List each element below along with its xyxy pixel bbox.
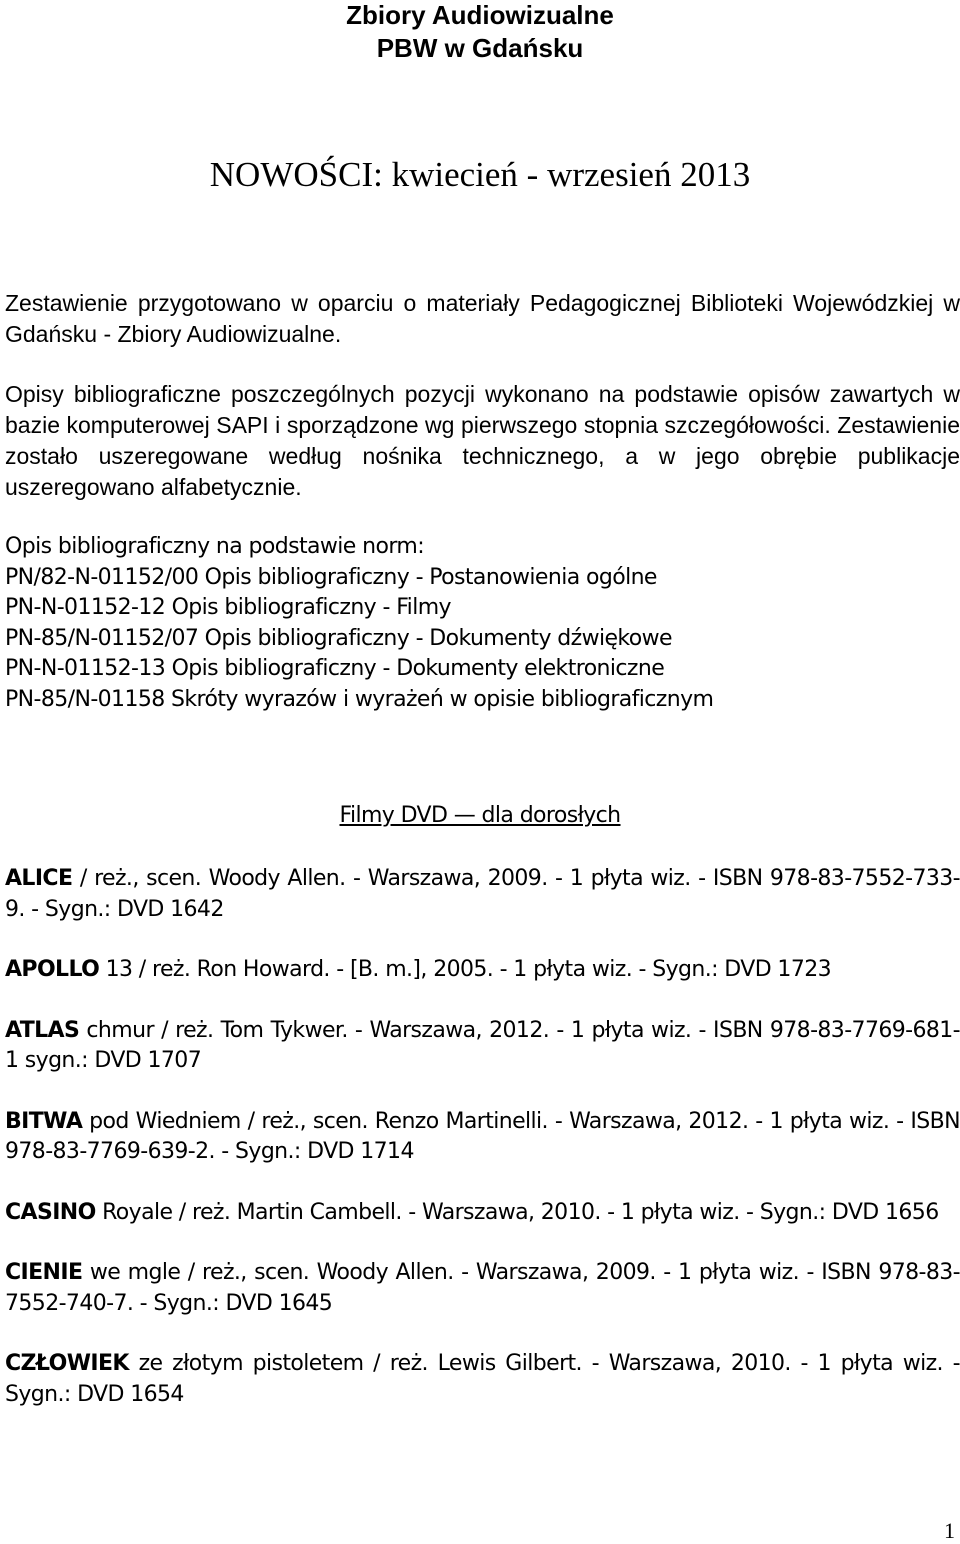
entry-details: ze złotym pistoletem / reż. Lewis Gilbert. - Warszawa, 2010. - 1 płyta wiz. - Sygn.: DVD 1654 — [5, 1351, 960, 1407]
entry-title: APOLLO — [5, 957, 100, 982]
list-item — [5, 1107, 960, 1168]
entry-details: chmur / reż. Tom Tykwer. - Warszawa, 2012. - 1 płyta wiz. - ISBN 978-83-7769-681-1 sygn.: DVD 1707 — [5, 1017, 960, 1073]
entry-title: ATLAS — [5, 1017, 80, 1043]
entry-title: CIENIE — [5, 1260, 83, 1285]
list-item — [5, 1349, 960, 1410]
intro-paragraph: Zestawienie przygotowano w oparciu o materiały Pedagogicznej Biblioteki Wojewódzkiej w Gdańsku - Zbiory Audiowizualne. — [5, 290, 960, 347]
header-line-1: Zbiory Audiowizualne — [346, 0, 614, 30]
entry-details: pod Wiedniem / reż., scen. Renzo Martinelli. - Warszawa, 2012. - 1 płyta wiz. - ISBN 978-83-7769-639-2. - Sygn.: DVD 1714 — [5, 1108, 960, 1164]
entry-details: we mgle / reż., scen. Woody Allen. - Warszawa, 2009. - 1 płyta wiz. - ISBN 978-83-7552-740-7. - Sygn.: DVD 1645 — [5, 1260, 960, 1316]
norm-item: PN/82-N-01152/00 Opis bibliograficzny - Postanowienia ogólne — [5, 564, 657, 590]
list-item — [5, 864, 960, 925]
page-title: NOWOŚCI: kwiecień - wrzesień 2013 — [209, 155, 751, 194]
section-title: Filmy DVD — dla dorosłych — [339, 803, 621, 828]
header-line-2: PBW w Gdańsku — [376, 33, 584, 63]
norm-item: PN-N-01152-13 Opis bibliograficzny - Dokumenty elektroniczne — [5, 656, 665, 681]
norms-block — [5, 532, 960, 715]
entry-title: CZŁOWIEK — [5, 1351, 129, 1376]
norm-item: PN-85/N-01152/07 Opis bibliograficzny - Dokumenty dźwiękowe — [5, 625, 672, 651]
list-item — [5, 1198, 960, 1229]
page-number: 1 — [944, 1518, 955, 1543]
entry-title: BITWA — [5, 1108, 83, 1134]
entry-title: ALICE — [5, 866, 73, 891]
norm-item: PN-N-01152-12 Opis bibliograficzny - Filmy — [5, 595, 451, 620]
entry-title: CASINO — [5, 1199, 96, 1225]
entries-list — [5, 864, 960, 1440]
norms-heading: Opis bibliograficzny na podstawie norm: — [5, 534, 425, 559]
entry-details: / reż., scen. Woody Allen. - Warszawa, 2009. - 1 płyta wiz. - ISBN 978-83-7552-733-9. - Sygn.: DVD 1642 — [5, 866, 960, 922]
entry-details: Royale / reż. Martin Cambell. - Warszawa, 2010. - 1 płyta wiz. - Sygn.: DVD 1656 — [95, 1199, 939, 1225]
description-paragraph: Opisy bibliograficzne poszczególnych pozycji wykonano na podstawie opisów zawartych w bazie komputerowej SAPI i sporządzone wg pierwszego stopnia szczegółowości. Zestawienie zostało uszeregowane według nośnika technicznego, a w jego obrębie publikacje uszeregowano alfabetycznie. — [5, 381, 960, 500]
list-item — [5, 955, 960, 986]
list-item — [5, 1016, 960, 1077]
list-item — [5, 1258, 960, 1319]
norm-item: PN-85/N-01158 Skróty wyrazów i wyrażeń w opisie bibliograficznym — [5, 686, 714, 712]
entry-details: 13 / reż. Ron Howard. - [B. m.], 2005. - 1 płyta wiz. - Sygn.: DVD 1723 — [99, 957, 832, 982]
